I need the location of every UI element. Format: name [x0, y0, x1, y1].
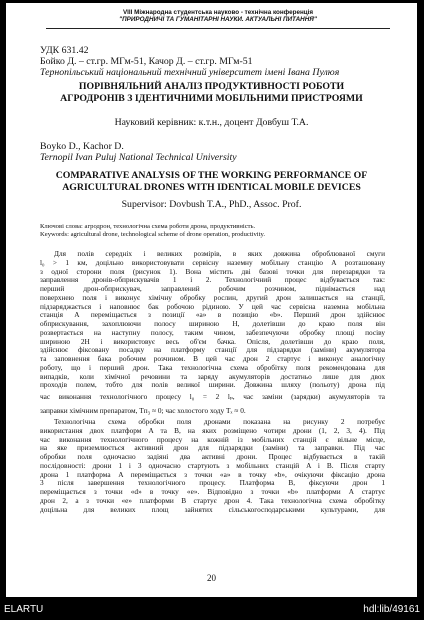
body-line: дрона 1 платформа A переміщається з точки «a» в точку «b», очікуючи фіксацію дрона	[40, 470, 385, 479]
body-line: підзаряджається і наповнює бак робочою рідиною. У цей час сервісна наземна мобільна	[40, 302, 385, 311]
document-page	[6, 3, 417, 597]
body-line: використання двох платформ A та B, на яких розміщено чотири дрони (1, 2, 3, 4). Під	[40, 426, 385, 435]
authors-ua: Бойко Д. – ст.гр. МГм-51, Качор Д. – ст.гр. МГм-51	[40, 56, 253, 67]
body-line: l₀ > 1 км, доцільно використовувати сервісну наземну мобільну станцію А розташовану	[40, 258, 385, 267]
affiliation-ua: Тернопільський національний технічний університет імені Івана Пулюя	[40, 67, 340, 78]
affiliation-en: Ternopil Ivan Puluj National Technical University	[40, 152, 237, 163]
body-line: з одної сторони поля (рисунок 1). Вона містить дві базові точки для перезарядки та	[40, 267, 385, 276]
body-line: доцільна для великих площ зайнятих сільськогосподарськими культурами, для	[40, 505, 385, 514]
body-line: заправлення дронів-обприскувачів 1 і 2. Технологічний процес відбувається так:	[40, 276, 385, 285]
body-line: та заповнення бака робочим розчином. В цей час дрон 2 стартує і виконує аналогічну	[40, 355, 385, 363]
body-line: роботу, що і перший дрон. Така технологічна схема обробітку поля рекомендована для	[40, 363, 385, 372]
body-line: час виконання технологічного процесу на кожній із мобільних станцій є вільне місце,	[40, 435, 385, 444]
body-line: час виконання технологічного процесу l₀ = 2 lₚ, час заміни (зарядки) акумуляторів та	[40, 392, 385, 401]
body-line: обприскування, захоплюючи полосу шириною H, долетівши до краю поля він	[40, 320, 385, 328]
keywords-ua: Ключові слова: агродрон, технологічна схема роботи дрона, продуктивність.	[40, 223, 256, 230]
body-line: 3 після завершення технологічного процесу. Платформа B, фіксуючи дрон 1	[40, 479, 385, 488]
body-line: Для полів середніх і великих розмірів, в яких довжина оброблюваної смуги	[54, 250, 385, 258]
body-line: здійснює фіксовану посадку на платформу станції для підзарядки (заміни) акумулятора	[40, 346, 385, 355]
body-line: дрон 2, а з точки «e» платформи B стартує дрон 4. Така технологічна схема обробітку	[40, 496, 385, 505]
udc-code: УДК 631.42	[40, 45, 89, 56]
conference-subtitle: "ПРИРОДНИЧІ ТА ГУМАНІТАРНІ НАУКИ. АКТУАЛЬНІ ПИТАННЯ"	[119, 16, 317, 24]
title-ua-line-1: ПОРІВНЯЛЬНИЙ АНАЛІЗ ПРОДУКТИВНОСТІ РОБОТИ	[78, 81, 345, 92]
title-en-line-1: COMPARATIVE ANALYSIS OF THE WORKING PERFORMANCE OF	[55, 170, 368, 181]
body-line: випадків, коли хімічної речовини та заряду акумуляторів достатньо лише для двох	[40, 372, 385, 381]
conference-line: VIII Міжнародна студентська науково - технічна конференція	[122, 9, 314, 16]
body-line: поверхнею поля і виконує хімічну обробку рослин, другий дрон залишається на станції,	[40, 293, 385, 302]
body-text	[40, 250, 385, 514]
body-line: Технологічна схема обробки поля дронами показана на рисунку 2 потребує	[54, 418, 385, 426]
title-ua-line-2: АГРОДРОНІВ З ІДЕНТИЧНИМИ МОБІЛЬНИМИ ПРИСТРОЯМИ	[60, 93, 363, 104]
page-number: 20	[207, 573, 216, 583]
supervisor-ua: Науковий керівник: к.т.н., доцент Довбуш Т.А.	[114, 117, 309, 128]
authors-en: Boyko D., Kachor D.	[40, 141, 124, 152]
body-line: переміщається з точки «d» в точку «e». Відповідно з точки «b» платформи A стартує	[40, 488, 385, 496]
keywords-en: Keywords: agricultural drone, technological scheme of drone operation, productivity.	[40, 231, 265, 238]
body-line: на яке приземлюється активний дрон для підзарядки (заміни) та заправки. Під час	[40, 444, 385, 453]
body-line: шириною 2H і використовує весь об'єм бачка. Опісля, долетівши до краю поля,	[40, 337, 385, 346]
body-line: станція А переміщається з позиції «a» в позицію «b». Перший дрон здійснює	[40, 311, 385, 320]
body-line: заправки хімічним препаратом, Tᴨ₃ ≈ 0; час холостого ходу Tₓ ≈ 0.	[40, 406, 246, 415]
supervisor-en: Supervisor: Dovbush T.A., PhD., Assoc. Prof.	[121, 199, 302, 210]
body-line: перший дрон-обприскувач, заправлений робочим розчином, піднімається над	[40, 285, 385, 293]
body-line: проходів полем, тобто для полів великої ширини. Довжина шляху (польоту) дрона під	[40, 381, 385, 390]
running-header	[46, 9, 390, 29]
body-line: послідовності: дрони 1 і 3 одночасно стартують з мобільних станцій A і B. Після старту	[40, 461, 385, 470]
body-line: обробки поля одночасно задіяні два активні дрони. Процес відбувається в такій	[40, 453, 385, 461]
footer-left-label: ELARTU	[4, 604, 44, 615]
title-en-line-2: AGRICULTURAL DRONES WITH IDENTICAL MOBILE DEVICES	[62, 182, 361, 193]
footer-right-label: hdl:lib/49161	[363, 604, 420, 615]
body-line: розвертається на наступну полосу, таким чином, забезпечуючи обробку площі посіву	[40, 328, 385, 337]
